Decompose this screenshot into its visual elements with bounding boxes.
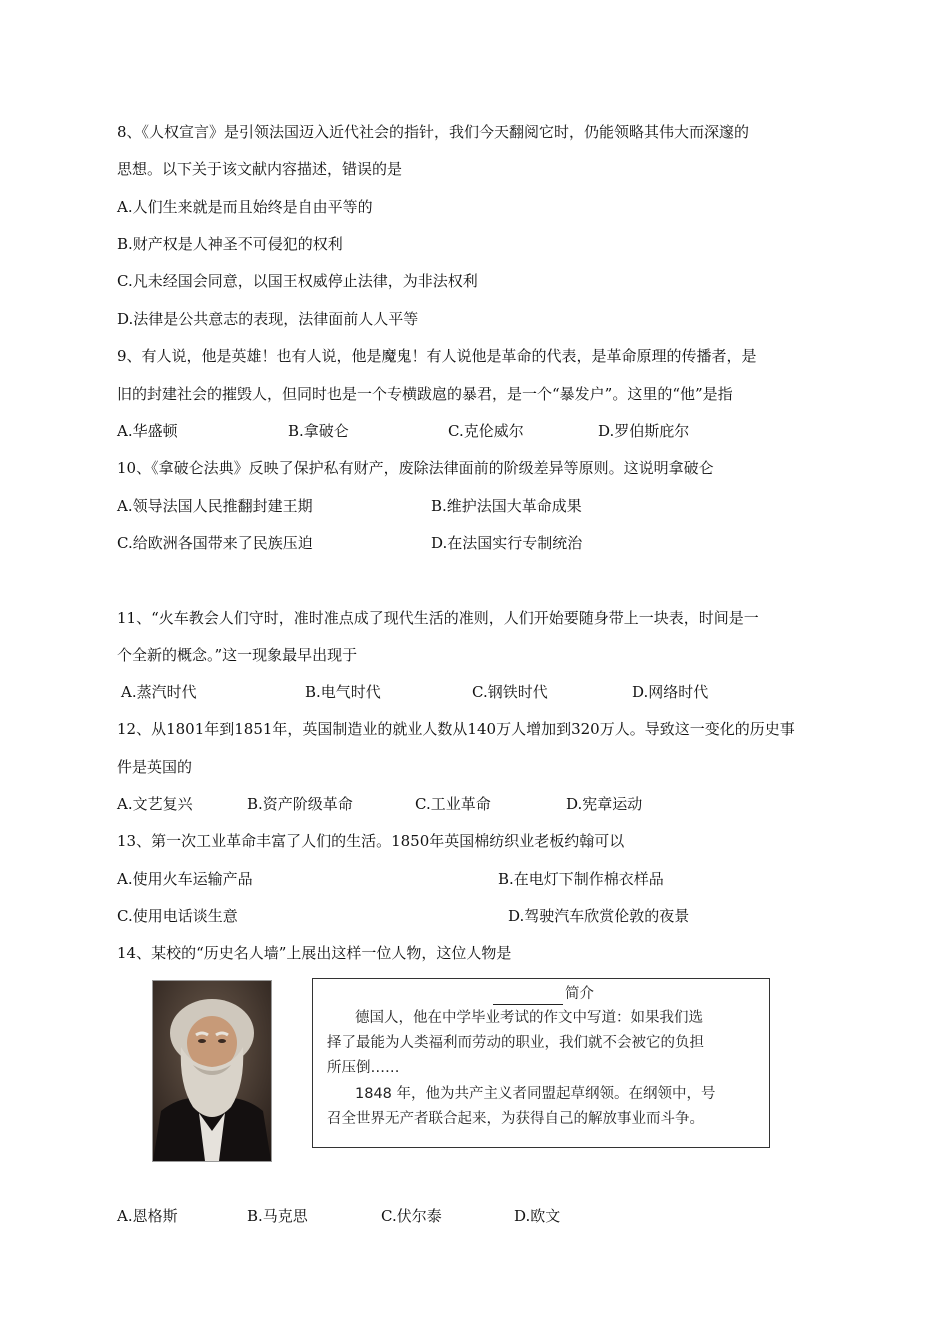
q14-stem: 14、某校的“历史名人墙”上展出这样一位人物，这位人物是 — [117, 944, 512, 962]
q8-option-d: D.法律是公共意志的表现，法律面前人人平等 — [117, 310, 419, 328]
q9-option-b: B.拿破仑 — [288, 422, 349, 440]
q12-option-a: A.文艺复兴 — [117, 795, 193, 813]
q12-option-c: C.工业革命 — [415, 795, 491, 813]
q8-option-b: B.财产权是人神圣不可侵犯的权利 — [117, 235, 343, 253]
q8-option-c: C.凡未经国会同意，以国王权威停止法律，为非法权利 — [117, 272, 478, 290]
q9-option-c: C.克伦威尔 — [448, 422, 524, 440]
intro-line3: 所压倒…… — [327, 1060, 400, 1076]
q9-option-d: D.罗伯斯庇尔 — [598, 422, 690, 440]
intro-box — [312, 978, 770, 1148]
portrait-illustration — [153, 981, 271, 1161]
q12-stem-line1: 12、从1801年到1851年，英国制造业的就业人数从140万人增加到320万人。导致这一变化的历史事 — [117, 720, 795, 738]
q10-stem: 10、《拿破仑法典》反映了保护私有财产，废除法律面前的阶级差异等原则。这说明拿破仑 — [117, 459, 714, 477]
q11-option-a: A.蒸汽时代 — [121, 683, 197, 701]
q10-option-b: B.维护法国大革命成果 — [431, 497, 582, 515]
q13-option-c: C.使用电话谈生意 — [117, 907, 238, 925]
intro-line2: 择了最能为人类福利而劳动的职业，我们就不会被它的负担 — [327, 1035, 704, 1051]
q8-option-a: A.人们生来就是而且始终是自由平等的 — [117, 198, 373, 216]
q8-stem-line2: 思想。以下关于该文献内容描述，错误的是 — [117, 160, 403, 178]
intro-title-line — [493, 983, 594, 1005]
q14-option-b: B.马克思 — [247, 1207, 308, 1225]
q11-option-b: B.电气时代 — [305, 683, 381, 701]
blank-underline — [493, 988, 563, 1005]
q10-option-c: C.给欧洲各国带来了民族压迫 — [117, 534, 313, 552]
q12-option-b: B.资产阶级革命 — [247, 795, 353, 813]
q8-stem-line1: 8、《人权宣言》是引领法国迈入近代社会的指针，我们今天翻阅它时，仍能领略其伟大而深邃的 — [117, 123, 750, 141]
intro-line4: 1848 年，他为共产主义者同盟起草纲领。在纲领中，号 — [355, 1086, 716, 1102]
q13-option-b: B.在电灯下制作棉衣样品 — [498, 870, 664, 888]
portrait-photo — [152, 980, 272, 1162]
intro-line1: 德国人，他在中学毕业考试的作文中写道：如果我们选 — [355, 1010, 703, 1026]
q10-option-d: D.在法国实行专制统治 — [431, 534, 583, 552]
intro-title: 简介 — [565, 986, 594, 1002]
q13-option-a: A.使用火车运输产品 — [117, 870, 253, 888]
q12-stem-line2: 件是英国的 — [117, 758, 193, 776]
q9-option-a: A.华盛顿 — [117, 422, 178, 440]
q9-stem-line2: 旧的封建社会的摧毁人，但同时也是一个专横跋扈的暴君，是一个“暴发户”。这里的“他”是指 — [117, 385, 733, 403]
q14-option-a: A.恩格斯 — [117, 1207, 178, 1225]
q13-stem: 13、第一次工业革命丰富了人们的生活。1850年英国棉纺织业老板约翰可以 — [117, 832, 625, 850]
q11-option-d: D.网络时代 — [632, 683, 709, 701]
q11-stem-line2: 个全新的概念。”这一现象最早出现于 — [117, 646, 358, 664]
q11-stem-line1: 11、“火车教会人们守时，准时准点成了现代生活的准则，人们开始要随身带上一块表，时间是一 — [117, 609, 759, 627]
q14-option-d: D.欧文 — [514, 1207, 561, 1225]
intro-line5: 召全世界无产者联合起来，为获得自己的解放事业而斗争。 — [327, 1111, 704, 1127]
q12-option-d: D.宪章运动 — [566, 795, 643, 813]
q13-option-d: D.驾驶汽车欣赏伦敦的夜景 — [508, 907, 690, 925]
q10-option-a: A.领导法国人民推翻封建王期 — [117, 497, 313, 515]
q14-option-c: C.伏尔泰 — [381, 1207, 442, 1225]
q11-option-c: C.钢铁时代 — [472, 683, 548, 701]
q9-stem-line1: 9、有人说，他是英雄！也有人说，他是魔鬼！有人说他是革命的代表，是革命原理的传播者，是 — [117, 347, 757, 365]
